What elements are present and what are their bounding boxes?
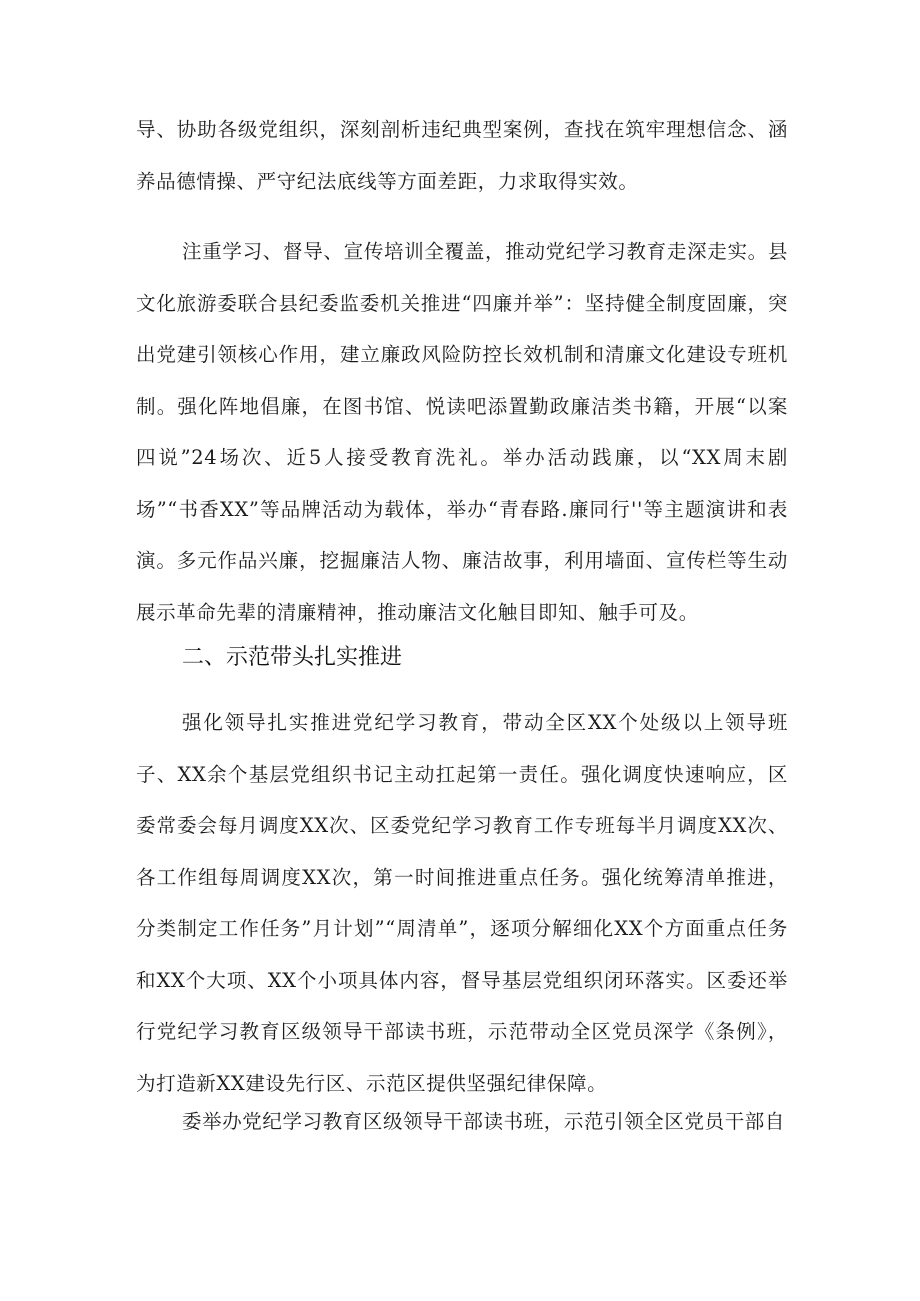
paragraph-four-integrity: 注重学习、督导、宣传培训全覆盖，推动党纪学习教育走深走实。县文化旅游委联合县纪委监委机关推进“四廉并举”：坚持健全制度固廉，突出党建引领核心作用，建立廉政风险防控长效机制和清廉文化建设专班机制。强化阵地倡廉，在图书馆、悦读吧添置勤政廉洁类书籍，开展“以案四说”24场次、近5人接受教育洗礼。举办活动践廉，以“XX周末剧场”“书香XX”等品牌活动为载体，举办“青春路.廉同行''等主题演讲和表演。多元作品兴廉，挖掘廉洁人物、廉洁故事，利用墙面、宣传栏等生动展示革命先辈的清廉精神，推动廉洁文化触目即知、触手可及。	[136, 240, 788, 624]
paragraph-leadership: 强化领导扎实推进党纪学习教育，带动全区XX个处级以上领导班子、XX余个基层党组织书记主动扛起第一责任。强化调度快速响应，区委常委会每月调度XX次、区委党纪学习教育工作专班每半月调度XX次、各工作组每周调度XX次，第一时间推进重点任务。强化统筹清单推进，分类制定工作任务”月计划”“周清单”，逐项分解细化XX个方面重点任务和XX个大项、XX个小项具体内容，督导基层党组织闭环落实。区委还举行党纪学习教育区级领导干部读书班，示范带动全区党员深学《条例》，为打造新XX建设先行区、示范区提供坚强纪律保障。	[136, 711, 788, 1095]
paragraph-reading-class: 委举办党纪学习教育区级领导干部读书班，示范引领全区党员干部自	[182, 1110, 786, 1133]
paragraph-continuation: 导、协助各级党组织，深刻剖析违纪典型案例，查找在筑牢理想信念、涵养品德情操、严守纪法底线等方面差距，力求取得实效。	[136, 118, 788, 193]
section-heading: 二、示范带头扎实推进	[182, 645, 403, 670]
